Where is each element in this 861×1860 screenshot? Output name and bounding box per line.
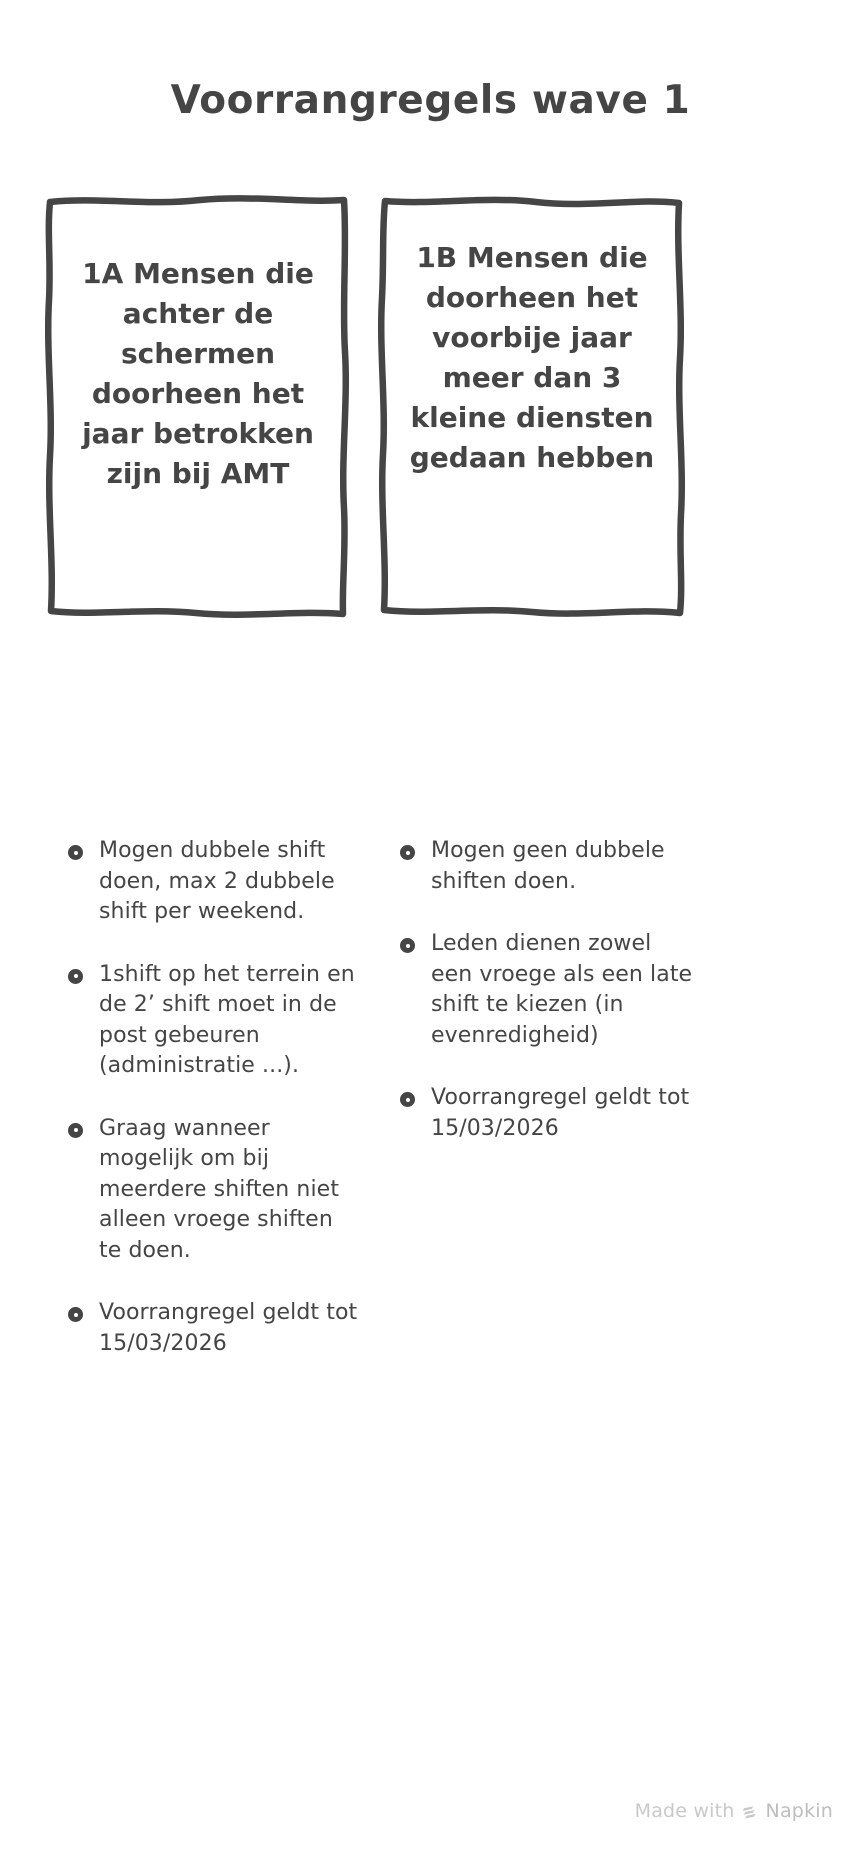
- bullet-dot-icon: [400, 938, 415, 953]
- bullet-column-1b: [392, 836, 697, 1176]
- list-item-text: Mogen geen dubbele shiften doen.: [431, 838, 665, 894]
- list-item-text: Graag wanneer mogelijk om bij meerdere shiften niet alleen vroege shiften te doen.: [99, 1115, 340, 1263]
- made-with-napkin-watermark[interactable]: [635, 1800, 833, 1822]
- bullet-dot-icon: [400, 845, 415, 860]
- list-item: [392, 1083, 697, 1144]
- list-item: [60, 1298, 360, 1359]
- card-1a-text: 1A Mensen die achter de schermen doorheen het jaar betrokken zijn bij AMT: [82, 257, 314, 490]
- bullet-dot-icon: [68, 969, 83, 984]
- card-1a[interactable]: [48, 198, 348, 614]
- list-item: [60, 836, 360, 928]
- napkin-logo-icon: [742, 1804, 759, 1821]
- bullet-dot-icon: [68, 845, 83, 860]
- bullet-column-1a: [60, 836, 360, 1391]
- list-item: [60, 960, 360, 1082]
- bullet-dot-icon: [68, 1307, 83, 1322]
- napkin-brand-label: Napkin: [765, 1800, 833, 1822]
- list-item: [392, 929, 697, 1051]
- made-with-label: Made with: [634, 1800, 735, 1822]
- bullet-dot-icon: [400, 1092, 415, 1107]
- bullet-dot-icon: [68, 1123, 83, 1138]
- card-1b-text: 1B Mensen die doorheen het voorbije jaar meer dan 3 kleine diensten gedaan hebben: [409, 241, 655, 474]
- page-title: Voorrangregels wave 1: [170, 78, 691, 123]
- card-1b[interactable]: [382, 198, 682, 614]
- list-item-text: Leden dienen zowel een vroege als een late shift te kiezen (in evenredigheid): [431, 931, 693, 1048]
- list-item-text: Voorrangregel geldt tot 15/03/2026: [99, 1300, 358, 1356]
- cards-row: [0, 198, 861, 628]
- list-item-text: Mogen dubbele shift doen, max 2 dubbele shift per weekend.: [99, 838, 335, 924]
- list-item: [392, 836, 697, 897]
- list-item: [60, 1114, 360, 1267]
- list-item-text: Voorrangregel geldt tot 15/03/2026: [431, 1085, 690, 1141]
- list-item-text: 1shift op het terrein en de 2’ shift moet in de post gebeuren (administratie ...).: [99, 961, 355, 1078]
